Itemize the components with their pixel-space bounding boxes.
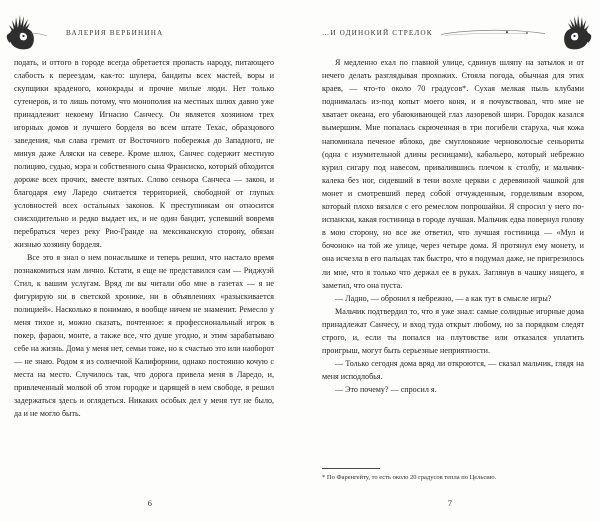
running-head-title: …И ОДИНОКИЙ СТРЕЛОК [322, 29, 433, 37]
footnote-block [322, 468, 584, 482]
right-page-body [322, 56, 584, 396]
paragraph: — Только сегодня дома вряд ли откроются, — сказал мальчик, глядя на меня исподлобья. [322, 359, 584, 382]
running-head-author: ВАЛЕРИЯ ВЕРБИНИНА [66, 29, 164, 37]
paragraph: — Ладно, — обронил я небрежно, — а как тут в смысле игры? [335, 293, 552, 303]
paragraph: Все это я знал о нем понаслышке и теперь решил, что настало время познакомиться нам лично. Кстати, я еще не представился сам — Риджуэй Стил, к вашим услугам. Вряд ли вы читали обо мне в газетах — я не фигурирую ни в светской хронике, ни в объявлениях «разыскивается полицией». Насколько я понимаю, я вообще ничем не знаменит. Ремесло у меня тихое и, можно сказать, почтенное: я профессиональный игрок в покер, фараон, монте, а также все, что душе угодно, и этим зарабатываю себе на жизнь. Дома у меня нет, семьи тоже, но к счастью это или наоборот — не знаю. Родом я из солнечной Калифорнии, однако постоянно кочую с места на место. Случилось так, что дорога привела меня в Ларедо, и, привлеченный молвой об этом городке и царящей в нем свободе, я решил задержаться здесь и оглядеться. Никаких особых дел у меня тут не было, да и не могло быть. [14, 253, 274, 418]
running-head-right [322, 22, 584, 56]
paragraph: Мальчик подтвердил то, что я уже знал: самые солидные игорные дома принадлежат Санчесу, и вход туда открыт любому, но за порядком следят строго, и, если ты попался на плутовстве или отказался уплатить проигрыш, могут быть серьезные неприятности. [322, 306, 584, 356]
running-head-left [14, 22, 274, 56]
paragraph: Я медленно ехал по главной улице, сдвинув шляпу на затылок и от нечего делать разглядывая прохожих. Стояла погода, обычная для этих краев, — что-то около 70 градусов*. Сухая мелкая пыль клубами поднималась из-под копыт моего коня, и я почувствовал, что мне не хватает океана, его убаюкивающей глаз лазоревой шири. Городок казался вымершим. Мне попалась скрюченная в три погибели старуха, чья кожа напоминала печеное яблоко, две смуглокожие черноволосые сеньориты (одна с изумительной длины ресницами), кабальеро, который небрежно курил сигару под навесом, привалившись плечом к столбу, и мальчик-калека без ног, сидевший в тени возле церкви с деревянной чашкой для монет и смотревший перед собой отчужденным, горделивым взором, который плохо вязался с его ремеслом попрошайки. Я спросил у него по-испански, какая гостиница в городе лучшая. Мальчик едва повернул голову в мою сторону, но все же ответил, что лучшая гостиница — «Мул и бочонок» на той же улице, через четыре дома. Я протянул ему монету, и она исчезла в его пальцах так быстро, что я подумал даже, не пригрезилось ли мне, что я только что держал ее в руках. Заглянув в чашку нищего, я заметил, что она пуста. [322, 58, 584, 290]
paragraph: подать, и оттого в городе всегда обретается пропасть народу, питающего слабость к переездам, как-то: шулера, бандиты всех мастей, воры и скупщики краденого, конокрады и прочие милые люди. Нет только сутенеров, и то лишь потому, что монополия на местных шлюх давно уже принадлежит некоему Игнасио Санчесу. Он является хозяином трех игорных домов и лучшего борделя во всем штате Техас, образцового заведения, чья слава гремит от Восточного побережья до Западного, не минуя даже Аляски на севере. Кроме шлюх, Санчес содержит местную полицию, судью, мэра и собственного сына Франсиско, который обходится дороже всех прочих, вместе взятых. Слово сеньора Санчеса — закон, и благодаря ему Ларедо считается территорией, свободной от глупых условностей всех остальных законов. К преступникам он относится снисходительно и редко выдает их, и не один бандит, успевший вовремя перебраться через реку Рио-Гранде на мексиканскую сторону, обязан жизнью хозяину борделя. [14, 58, 274, 249]
paragraph: — Это почему? — спросил я. [335, 385, 437, 395]
page-number-right: 7 [447, 499, 453, 508]
footnote-text: * По Фаренгейту, то есть около 20 градусов тепла по Цельсию. [322, 474, 497, 481]
left-page-body [14, 56, 274, 420]
page-number-left: 6 [147, 499, 153, 508]
footnote-separator [322, 468, 380, 469]
right-page [300, 0, 600, 522]
rule-ornament-icon [439, 27, 547, 39]
